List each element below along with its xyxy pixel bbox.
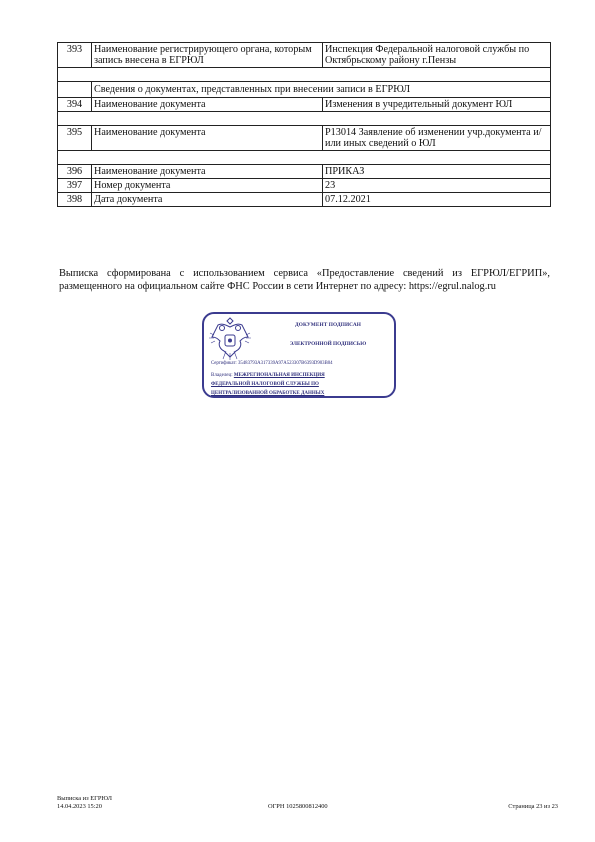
footer-datetime: 14.04.2023 15:20	[57, 802, 102, 810]
extract-note: Выписка сформирована с использованием сервиса «Предоставление сведений из ЕГРЮЛ/ЕГРИП», размещенного на официальном сайте ФНС России в сети Интернет по адресу: https://egrul.nalog.ru	[59, 268, 550, 292]
row-value: Р13014 Заявление об изменении учр.документа и/или иных сведений о ЮЛ	[323, 126, 551, 151]
table-row	[58, 43, 551, 68]
table-spacer-row	[58, 68, 551, 82]
stamp-certificate	[211, 361, 396, 366]
table-spacer-row	[58, 112, 551, 126]
owner-value: МЕЖРЕГИОНАЛЬНАЯ ИНСПЕКЦИЯ ФЕДЕРАЛЬНОЙ НАЛОГОВОЙ СЛУЖБЫ ПО ЦЕНТРАЛИЗОВАННОЙ ОБРАБОТКЕ ДАННЫХ	[211, 373, 325, 396]
double-headed-eagle-icon	[208, 317, 252, 361]
owner-label: Владелец:	[211, 373, 233, 378]
row-number: 394	[58, 98, 92, 112]
row-name: Наименование регистрирующего органа, которым запись внесена в ЕГРЮЛ	[92, 43, 323, 68]
row-name: Наименование документа	[92, 165, 323, 179]
footer-ogrn: ОГРН 1025800812400	[268, 803, 328, 810]
row-name: Наименование документа	[92, 98, 323, 112]
row-name: Номер документа	[92, 179, 323, 193]
row-number: 395	[58, 126, 92, 151]
row-number: 398	[58, 193, 92, 207]
row-value: ПРИКАЗ	[323, 165, 551, 179]
stamp-signed-label: ДОКУМЕНТ ПОДПИСАН	[295, 322, 361, 328]
row-name: Наименование документа	[92, 126, 323, 151]
table-spacer-row	[58, 151, 551, 165]
section-title: Сведения о документах, представленных при внесении записи в ЕГРЮЛ	[92, 82, 551, 98]
row-number: 396	[58, 165, 92, 179]
row-number: 393	[58, 43, 92, 68]
registry-table	[57, 42, 551, 207]
row-value: Инспекция Федеральной налоговой службы по Октябрьскому району г.Пензы	[323, 43, 551, 68]
stamp-ecp-label: ЭЛЕКТРОННОЙ ПОДПИСЬЮ	[289, 341, 367, 347]
table-row	[58, 179, 551, 193]
row-value: 07.12.2021	[323, 193, 551, 207]
table-section-row	[58, 82, 551, 98]
row-value: 23	[323, 179, 551, 193]
footer-page-number: Страница 23 из 23	[508, 803, 558, 810]
row-value: Изменения в учредительный документ ЮЛ	[323, 98, 551, 112]
row-number: 397	[58, 179, 92, 193]
certificate-value: 35483793A317339A97A523307B6393D903B04	[237, 361, 333, 366]
certificate-label: Сертификат:	[211, 361, 237, 366]
table-row	[58, 193, 551, 207]
footer-doc-title: Выписка из ЕГРЮЛ	[57, 795, 112, 802]
table-row	[58, 98, 551, 112]
row-name: Дата документа	[92, 193, 323, 207]
stamp-owner	[211, 371, 361, 398]
table-row	[58, 126, 551, 151]
footer-left	[57, 795, 112, 810]
e-signature-stamp	[202, 312, 396, 398]
table-row	[58, 165, 551, 179]
